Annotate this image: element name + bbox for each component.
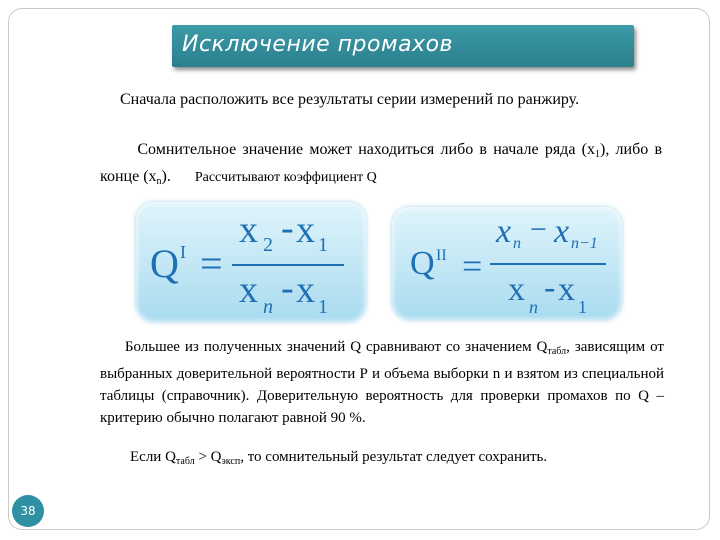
f1-den-b: x: [296, 269, 315, 311]
f1-num-a-sub: 2: [263, 234, 273, 256]
p4-text-a: Если Q: [130, 449, 176, 465]
p3-text-b: , зависящим от выбранных доверительной вероятности Р и объема выборки n и взятом из специальной таблицы (справочник). Доверительную вероятность для проверки промахов по Q – критерию обычно полагают равной 90 %.: [100, 339, 664, 426]
p2-text-c: ).: [161, 168, 171, 185]
f2-num-b-sub: n−1: [571, 235, 598, 252]
formula-q1-box: [136, 202, 366, 322]
p2-text-b: ), либо в конце (x: [100, 141, 662, 185]
f2-fraction-bar: [490, 263, 606, 265]
page-number-badge: 38: [12, 495, 44, 527]
title-bar: [172, 25, 634, 67]
slide-title: Исключение промахов: [182, 32, 453, 57]
f1-num-a: x: [239, 209, 258, 251]
p2-sub-b: n: [156, 176, 162, 187]
paragraph-comparison: [100, 336, 664, 429]
f1-den-a-sub: n: [263, 296, 273, 318]
f2-num-a-sub: n: [513, 235, 521, 252]
f2-num-op: −: [530, 213, 547, 246]
f2-den-a: x: [508, 271, 525, 308]
f1-num-b: x: [296, 209, 315, 251]
f1-den-b-sub: 1: [318, 296, 328, 318]
p3-sub-a: табл: [547, 346, 567, 357]
f2-eq: =: [462, 246, 483, 286]
f2-lhs-sup: II: [436, 247, 447, 264]
f2-den-b-sub: 1: [578, 297, 587, 317]
f1-num-op: -: [281, 207, 294, 249]
f2-lhs: Q: [410, 245, 435, 282]
p2-sub-a: 1: [594, 149, 600, 160]
f1-num-b-sub: 1: [318, 234, 328, 256]
f2-den-op: -: [544, 269, 556, 306]
p4-sub-a: табл: [175, 456, 195, 467]
p2-tail: Рассчитывают коэффициент Q: [194, 170, 377, 185]
f2-den-b: x: [558, 271, 575, 308]
paragraph-doubtful-value: [100, 139, 662, 193]
f1-eq: =: [200, 241, 223, 286]
formula-q2-box: [392, 207, 622, 320]
p4-sub-b: эксп: [221, 456, 241, 467]
p3-text-a: Большее из полученных значений Q сравнивают со значением Q: [124, 339, 548, 355]
p4-text-c: , то сомнительный результат следует сохранить.: [240, 449, 548, 465]
paragraph-conclusion: [100, 446, 664, 473]
f1-lhs: Q: [150, 241, 179, 286]
f2-num-a: x: [496, 213, 512, 250]
paragraph-ranking-text: Сначала расположить все результаты серии измерений по ранжиру.: [120, 91, 580, 108]
f1-den-op: -: [281, 267, 294, 309]
f1-den-a: x: [239, 269, 258, 311]
paragraph-ranking: [100, 89, 662, 111]
f2-num-b: x: [554, 213, 570, 250]
f2-den-a-sub: n: [529, 297, 538, 317]
f1-lhs-sup: I: [180, 242, 186, 262]
p4-text-b: > Q: [194, 449, 222, 465]
p2-text-a: Сомнительное значение может находиться либо в начале ряда (x: [137, 141, 595, 158]
